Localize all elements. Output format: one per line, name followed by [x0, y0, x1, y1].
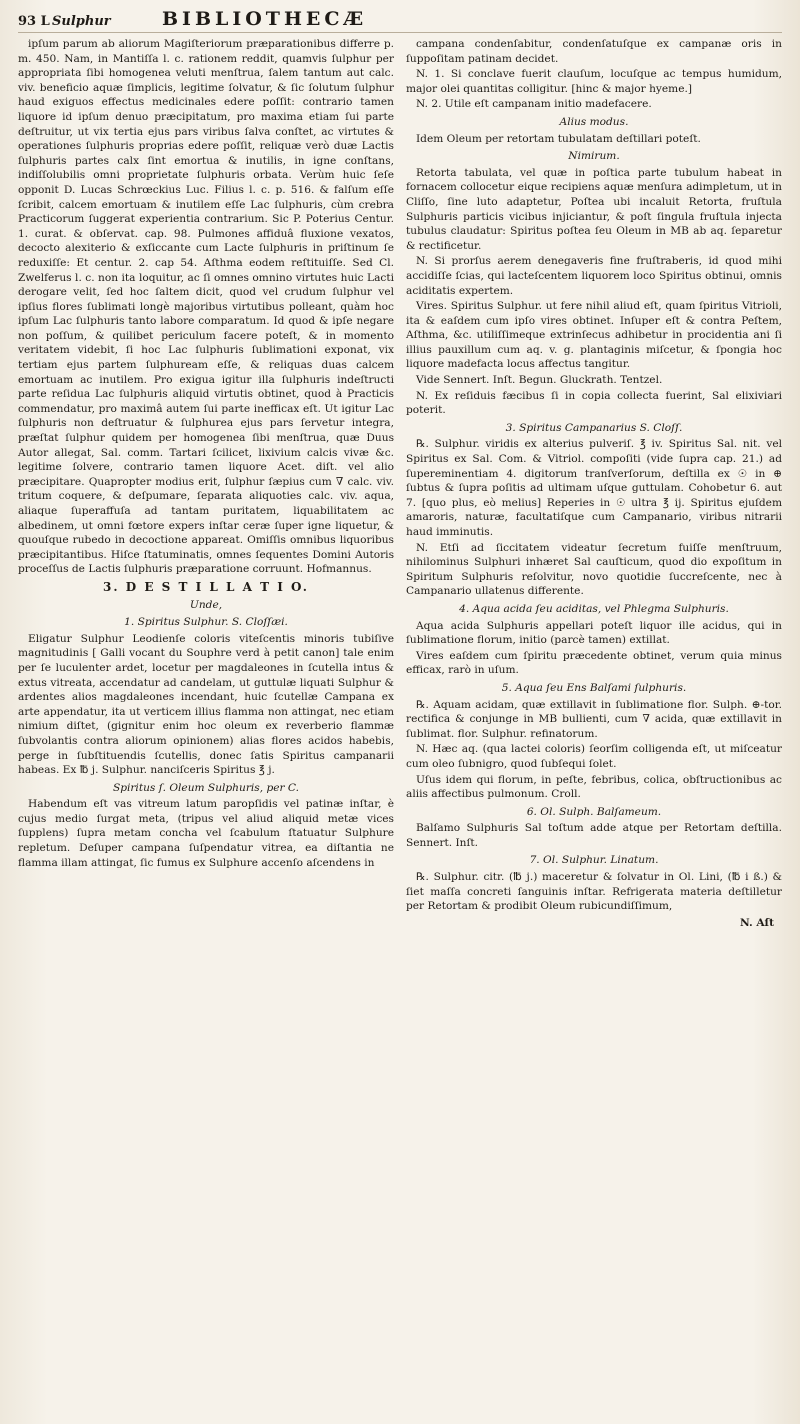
section-heading: 3. Spiritus Campanarius S. Cloſſ.	[505, 421, 683, 434]
paragraph: Eligatur Sulphur Leodienſe coloris viteſcentis minoris tubiſive magnitudinis [ Galli vocant du Souphre verd à petit canon] tale enim per ſe luculenter ardet, locetur per magdaleones in ſcutella intus & extus vitreata, accendatur ad candelam, ut guttulæ liquati Sulphur & ardentes alios magdaleones incendant, huic ſcutellæ Campana ex arte appendatur, ita ut verticem illius flamma non attingat, nec etiam nimium diſtet, (gignitur enim hoc oleum ex reverberio flammæ ſubvolantis contra aliorum opinionem) alias flores acidos habebis, perge in ſubſtituendis ſcutellis, donec ſatis Spiritus campanarii habeas. Ex ℔ j. Sulphur. nanciſceris Spiritus ℥ j.	[18, 632, 394, 777]
paragraph: N. Si prorſus aerem denegaveris fine fruſtraberis, id quod mihi accidiſſe ſcias, qui lacteſcentem liquorem loco Spiritus obtinui, omnis aciditatis expertem.	[406, 255, 782, 297]
section-heading: 1. Spiritus Sulphur. S. Cloſſæi.	[124, 616, 288, 629]
paragraph: Aqua acida Sulphuris appellari poteſt liquor ille acidus, qui in ſublimatione florum, initio (parcè tamen) extillat.	[406, 619, 782, 647]
running-title: BIBLIOTHECÆ	[162, 8, 368, 30]
text-columns	[18, 37, 782, 930]
paragraph: ipſum parum ab aliorum Magiſteriorum præparationibus differre p. m. 450. Nam, in Mantiſſa l. c. rationem reddit, quamvis ſulphur per appropriata ſibi homogenea veluti menſtrua, ſalem tantum aut calc. viv. beneficio aquæ ſimplicis, legitime ſolvatur, & ſic ſolutum ſulphur haud exiguos effectus medicinales edere poſſit: contrario tamen liquore id ipſum denuo præcipitatum, pro maxima etiam ſui parte deſtruitur, ut vix tertia ejus pars viribus ſalva conſtet, ac virtutes & operationes ſulphuris proprias edere poſſit, reliquæ verò duæ Lactis ſulphuris partes calx ſint emortua & inutilis, in igne conſtans, indiſſolubilis omni proprietate ſulphuris orbata. Verùm huic ſeſe opponit D. Lucas Schrœckius Luc. Filius l. c. p. 516. & falſum eſſe ſcribit, calcem emortuam & inutilem eſſe Lac ſulphuris, cùm crebra Practicorum ſuggerat experientia contrarium. Sic P. Poterius Centur. 1. curat. & obſervat. cap. 98. Pulmones affiduâ fluxione vexatos, decocto alexiterio & exſiccante cum Lacte ſulphuris in priſtinum ſe reduxiſſe: Et centur. 2. cap 54. Aſthma eodem reſtituiſſe. Sed Cl. Zwelferus l. c. non ita loquitur, ac ſi omnes omnino virtutes huic Lacti derogare velit, ſed hoc ſaltem dicit, quod vel crudum ſulphur vel ipſius flores ſublimati longè majoribus virtutibus polleant, quàm hoc ipſum Lac ſulphuris tanto labore comparatum. Id quod & ipſe negare non poſſum, & quilibet periculum facere poteſt, & in momento veritatem videbit, ſi hoc Lac ſulphuris ſublimationi exponat, vix tertiam ejus partem ſulphuream eſſe, & reliquas duas calcem emortuam ac inutilem. Pro exigua igitur illa ſulphuris indeſtructi parte reſidua Lac ſulphuris aliquid virtutis obtinet, quod à Practicis commendatur, pro maximâ autem ſui parte inefficax eſt. Ut igitur Lac ſulphuris non deſtruatur & ſulphurea ejus pars ſervetur integra, præſtat ſulphur quidem per homogenea ſibi menſtrua, quæ Duus Autor allegat, Sal. comm. Tartari ſcilicet, lixivium calcis vivæ &c. legitime ſolvere, contrario tamen liquore Acet. diſt. vel alio præcipitare. Quapropter modius erit, ſulphur ſæpius cum ∇ calc. viv. tritum coquere, & deſpumare, ſeparata aliquoties calc. viv. aqua, aliaque ſuperaffuſa ad tantam puritatem, liquabilitatem ac albedinem, ut omni fœtore expers inſtar ceræ ſuper igne liquetur, & quouſque rubedo in decoctione appareat. Omiſſis omnibus liquoribus præcipitantibus. Hiſce ſtatuminatis, omnes ſequentes Domini Autoris proceſſus de Lactis ſulphuris præparatione corruunt. Hofmannus.	[18, 38, 394, 576]
catchword: N. Aſt	[739, 916, 774, 929]
section-heading: Spiritus ſ. Oleum Sulphuris, per C.	[112, 781, 300, 794]
paragraph: Vide Sennert. Inſt. Begun. Gluckrath. Tentzel.	[416, 374, 663, 387]
paragraph: N. Hæc aq. (qua lactei coloris) ſeorſim colligenda eſt, ut miſceatur cum oleo ſubnigro, quod ſubſequi ſolet.	[406, 743, 782, 770]
section-heading: Unde,	[189, 598, 223, 611]
paragraph: N. Etſi ad ſiccitatem videatur ſecretum fuiſſe menſtruum, nihilominus Sulphuri inhæret Sal cauſticum, quod dio expoſitum in Spiritum Sulphuris reſolvitur, novo quotidie ſuccreſcente, nec à Campanario ullatenus differente.	[406, 541, 782, 598]
right-column	[406, 37, 782, 930]
running-head: Sulphur	[52, 14, 111, 29]
left-column	[18, 37, 394, 930]
paragraph: campana condenſabitur, condenſatuſque ex campanæ oris in ſuppoſitam patinam decidet.	[406, 38, 782, 65]
paragraph: ℞. Sulphur. viridis ex alterius pulveriſ. ℥ iv. Spiritus Sal. nit. vel Spiritus ex Sal. Com. & Vitriol. compoſiti (vide ſupra cap. 21.) ad ſupereminentiam 4. digitorum tranſverſorum, deſtilla ex ☉ in ⊕ ſubtus & ſupra poſitis ad ultimam uſque guttulam. Cohobetur 6. aut 7. [quo plus, eò melius] Reperies in ☉ ultra ℥ ij. Spiritus ejuſdem amaroris, naturæ, facultatiſque cum Campanario, viribus nitrarii haud imminutis.	[406, 438, 782, 538]
paragraph: N. 2. Utile eſt campanam initio madefacere.	[416, 98, 652, 111]
paragraph: Vires eaſdem cum ſpiritu præcedente obtinet, verum quia minus efficax, rarò in uſum.	[406, 649, 782, 677]
paragraph: Habendum eſt vas vitreum latum paropſidis vel patinæ inſtar, è cujus medio ſurgat meta, (tripus vel aliud aliquid metæ vices ſupplens) ſupra metam concha vel ſcabulum ſtatuatur Sulphure repletum. Deſuper campana ſuſpendatur vitrea, ea diſtantia ne flamma illam attingat, ſic fumus ex Sulphure accenſo aſcendens in	[18, 798, 394, 869]
paragraph: N. 1. Si conclave fuerit clauſum, locuſque ac tempus humidum, major olei quantitas colligitur. [hinc & major hyeme.]	[406, 68, 782, 95]
paragraph: Idem Oleum per retortam tubulatam deſtillari poteſt.	[416, 132, 701, 145]
paragraph: ℞. Sulphur. citr. (℔ j.) maceretur & ſolvatur in Ol. Lini, (℔ i ß.) & ſiet maſſa concreti ſanguinis inſtar. Refrigerata materia deſtilletur per Retortam & prodibit Oleum rubicundiſſimum,	[406, 871, 782, 913]
section-heading: 6. Ol. Sulph. Balſameum.	[526, 805, 662, 818]
section-heading: Nimirum.	[568, 150, 620, 163]
paragraph: Balſamo Sulphuris Sal toſtum adde atque per Retortam deſtilla. Sennert. Inſt.	[406, 822, 782, 849]
section-heading: 7. Ol. Sulphur. Linatum.	[529, 854, 659, 867]
section-heading: 3. D E S T I L L A T I O.	[103, 579, 309, 594]
page-number: 93 L	[18, 14, 50, 29]
paragraph: ℞. Aquam acidam, quæ extillavit in ſublimatione flor. Sulph. ⊕-tor. rectifica & conjunge in MB bullienti, cum ∇ acida, quæ extillavit in ſublimat. flor. Sulphur. refinatorum.	[406, 698, 782, 740]
paragraph: N. Ex reſiduis fæcibus ſi in copia collecta fuerint, Sal elixiviari poterit.	[406, 389, 782, 417]
paragraph: Uſus idem qui florum, in peſte, febribus, colica, obſtructionibus ac aliis affectibus pulmonum. Croll.	[406, 773, 782, 801]
page-header	[18, 8, 782, 33]
section-heading: 4. Aqua acida ſeu aciditas, vel Phlegma Sulphuris.	[459, 602, 729, 615]
section-heading: 5. Aqua ſeu Ens Balſami ſulphuris.	[501, 681, 687, 694]
section-heading: Alius modus.	[559, 115, 629, 128]
paragraph: Vires. Spiritus Sulphur. ut fere nihil aliud eſt, quam ſpiritus Vitrioli, ita & eaſdem cum ipſo vires obtinet. Inſuper eſt & contra Peſtem, Aſthma, &c. utiliſſimeque extrinſecus adhibetur in procidentia ani ſi illius pauxillum cum aq. v. g. plantaginis miſcetur, & ſpongia hoc liquore madefacta locus affectus tangitur.	[406, 300, 782, 371]
paragraph: Retorta tabulata, vel quæ in poſtica parte tubulum habeat in fornacem collocetur eique recipiens aquæ menſura adimpletum, ut in Cliſſo, ſine luto adaptetur, Poſtea ubi incaluit Retorta, fruſtula Sulphuris particis vicibus injiciantur, & poſt ſingula fruſtula injecta tubulus claudatur: Spiritus poſtea ſeu Oleum in MB ab aq. ſeparetur & rectificetur.	[406, 166, 782, 252]
